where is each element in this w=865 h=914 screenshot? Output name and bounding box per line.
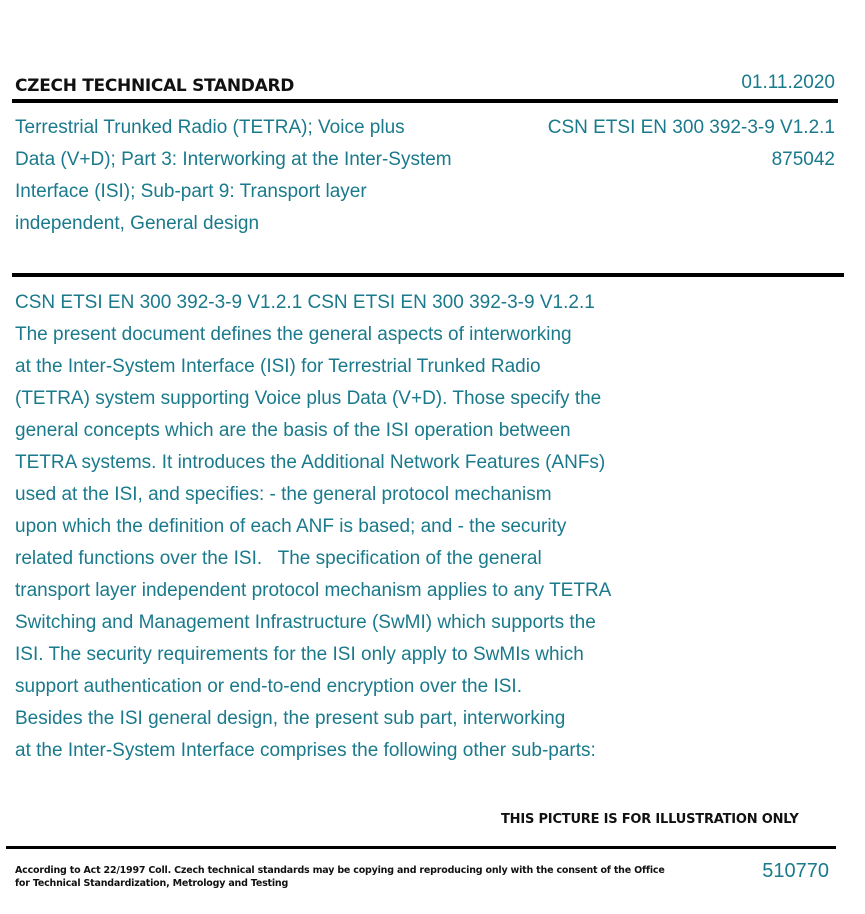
abstract-line: related functions over the ISI. The specification of the general [15, 548, 542, 569]
abstract-line: support authentication or end-to-end encryption over the ISI. [15, 676, 522, 697]
standard-number: 875042 [771, 149, 835, 170]
abstract-line: transport layer independent protocol mechanism applies to any TETRA [15, 580, 612, 601]
legal-line: According to Act 22/1997 Coll. Czech technical standards may be copying and reproducing only with the consent of the Office [15, 865, 665, 876]
standard-code: CSN ETSI EN 300 392-3-9 V1.2.1 [547, 117, 835, 138]
title-line: independent, General design [15, 213, 260, 234]
standard-title [15, 112, 515, 240]
legal-notice [15, 864, 665, 890]
abstract-text [15, 287, 715, 767]
abstract-line: Switching and Management Infrastructure (SwMI) which supports the [15, 612, 596, 633]
title-line: Terrestrial Trunked Radio (TETRA); Voice plus [15, 117, 405, 138]
footer-divider [6, 846, 836, 849]
illustration-disclaimer: THIS PICTURE IS FOR ILLUSTRATION ONLY [501, 812, 799, 827]
title-line: Interface (ISI); Sub-part 9: Transport layer [15, 181, 367, 202]
abstract-line: Besides the ISI general design, the present sub part, interworking [15, 708, 566, 729]
abstract-line: at the Inter-System Interface comprises the following other sub-parts: [15, 740, 596, 761]
abstract-line: upon which the definition of each ANF is based; and - the security [15, 516, 567, 537]
document-type-label: CZECH TECHNICAL STANDARD [15, 76, 295, 96]
catalog-number: 510770 [762, 860, 829, 882]
publication-date: 01.11.2020 [741, 72, 835, 93]
title-line: Data (V+D); Part 3: Interworking at the Inter-System [15, 149, 452, 170]
title-divider [12, 273, 844, 277]
abstract-line: used at the ISI, and specifies: - the general protocol mechanism [15, 484, 552, 505]
abstract-line: at the Inter-System Interface (ISI) for Terrestrial Trunked Radio [15, 356, 541, 377]
standard-identifiers [548, 112, 835, 176]
abstract-line: CSN ETSI EN 300 392-3-9 V1.2.1 CSN ETSI EN 300 392-3-9 V1.2.1 [15, 292, 595, 313]
header-divider [12, 99, 838, 103]
abstract-line: (TETRA) system supporting Voice plus Data (V+D). Those specify the [15, 388, 602, 409]
abstract-line: The present document defines the general aspects of interworking [15, 324, 572, 345]
abstract-line: general concepts which are the basis of the ISI operation between [15, 420, 571, 441]
abstract-line: ISI. The security requirements for the ISI only apply to SwMIs which [15, 644, 584, 665]
abstract-line: TETRA systems. It introduces the Additional Network Features (ANFs) [15, 452, 606, 473]
legal-line: for Technical Standardization, Metrology and Testing [15, 878, 289, 889]
